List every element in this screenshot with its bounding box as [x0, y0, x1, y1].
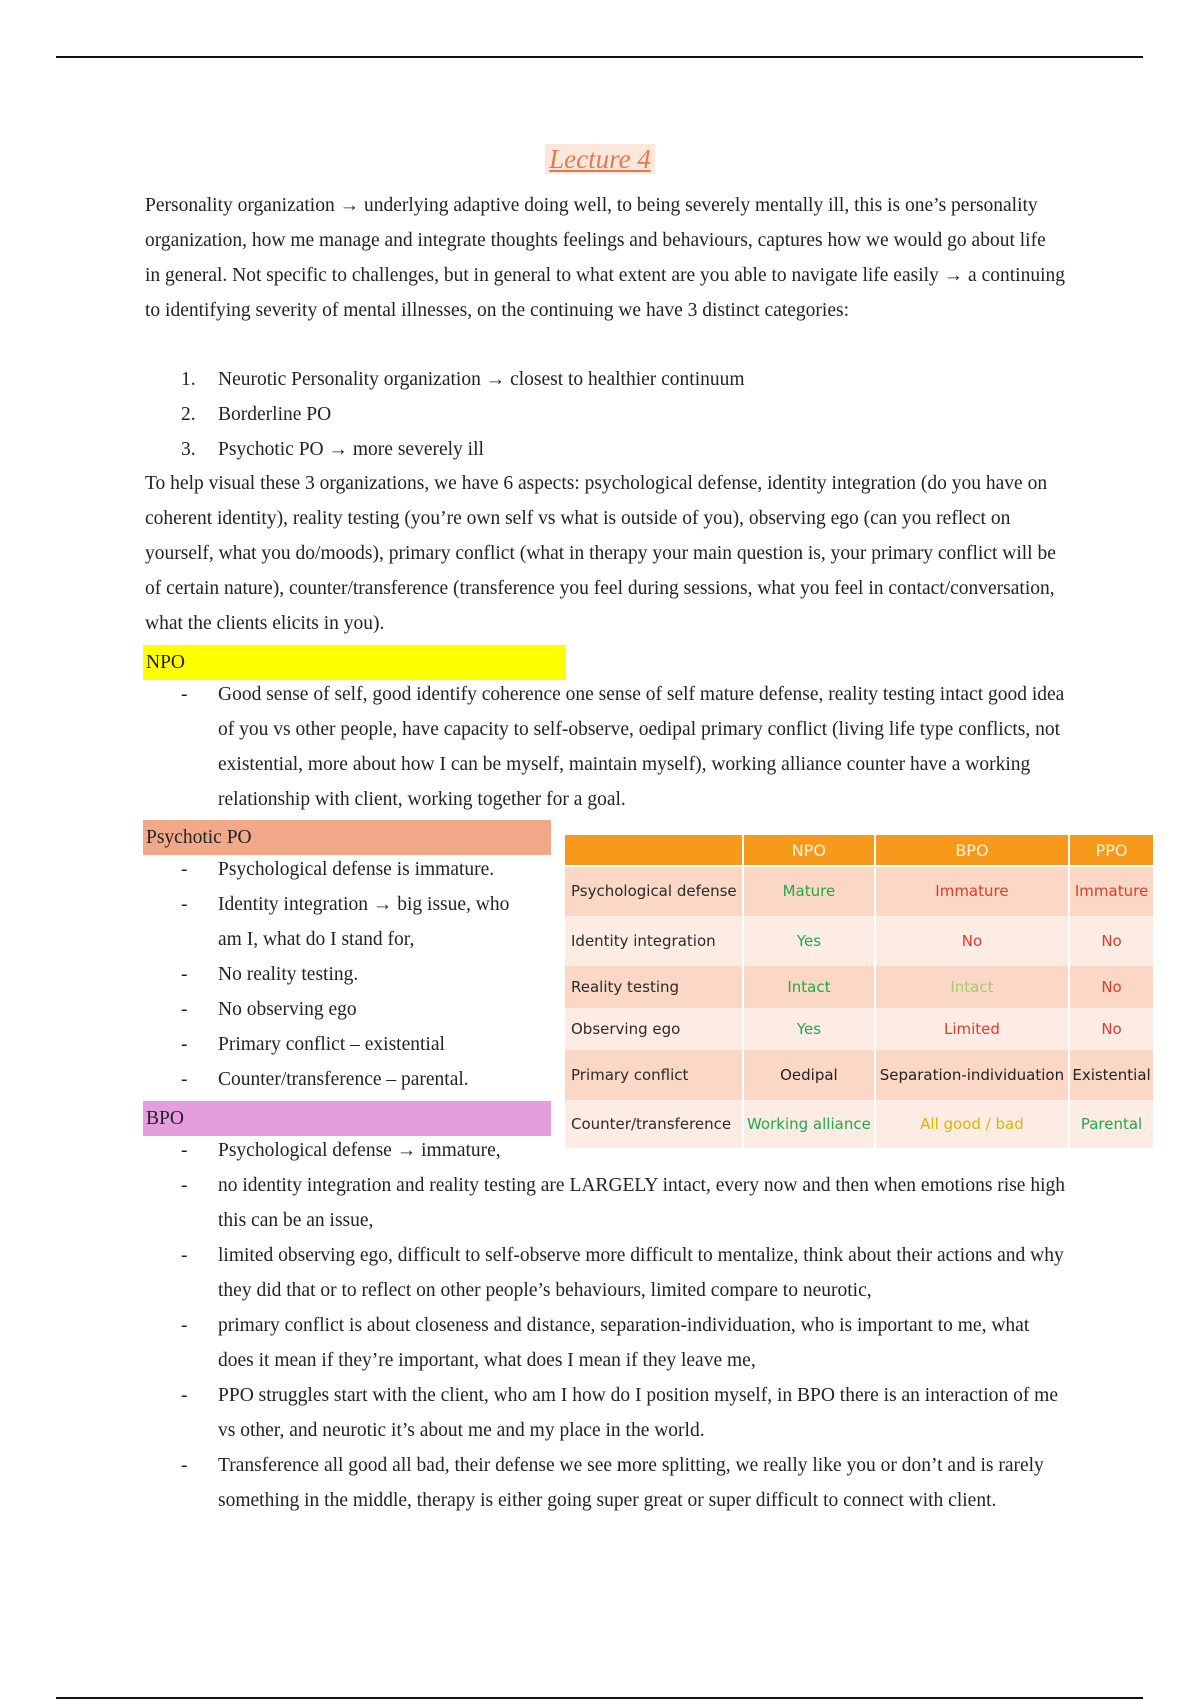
table-cell: Parental — [1070, 1100, 1153, 1148]
table-header-cell: PPO — [1070, 835, 1153, 867]
table-cell: Limited — [876, 1008, 1068, 1050]
list-item: - Psychological defense is immature. — [145, 852, 515, 887]
table-cell: No — [1070, 966, 1153, 1008]
table-row — [565, 1008, 1153, 1050]
psychotic-heading: Psychotic PO — [143, 820, 551, 855]
table-cell: Immature — [1070, 867, 1153, 916]
table-cell: Intact — [876, 966, 1068, 1008]
npo-heading: NPO — [143, 645, 566, 680]
list-item: - primary conflict is about closeness and distance, separation-individuation, who is important to me, what does it mean if they’re important, what does I mean if they leave me, — [145, 1308, 1065, 1378]
table-cell: Yes — [744, 1008, 874, 1050]
row-label: Psychological defense — [565, 867, 742, 916]
bpo-list — [145, 1133, 1065, 1518]
list-item: - PPO struggles start with the client, who am I how do I position myself, in BPO there is an interaction of me vs other, and neurotic it’s about me and my place in the world. — [145, 1378, 1065, 1448]
list-item: 1. Neurotic Personality organization → closest to healthier continuum — [181, 369, 745, 390]
table-row — [565, 867, 1153, 916]
row-label: Reality testing — [565, 966, 742, 1008]
list-item: - Psychological defense → immature, — [145, 1133, 1065, 1168]
row-label: Counter/transference — [565, 1100, 742, 1148]
list-item: 2. Borderline PO — [181, 404, 332, 425]
row-label: Identity integration — [565, 916, 742, 966]
table-header-cell: NPO — [744, 835, 874, 867]
table-cell: No — [1070, 1008, 1153, 1050]
list-item: - limited observing ego, difficult to self-observe more difficult to mentalize, think about their actions and why they did that or to reflect on other people’s behaviours, limited compare to neurotic, — [145, 1238, 1065, 1308]
table-cell: No — [1070, 916, 1153, 966]
npo-list — [145, 677, 1065, 817]
table-cell: Oedipal — [744, 1050, 874, 1100]
row-label: Observing ego — [565, 1008, 742, 1050]
list-item: - Counter/transference – parental. — [145, 1062, 515, 1097]
table-row — [565, 966, 1153, 1008]
bpo-heading: BPO — [143, 1101, 551, 1136]
aspects-paragraph: To help visual these 3 organizations, we have 6 aspects: psychological defense, identity integration (do you have on coherent identity), reality testing (you’re own self vs what is outside of you), observing ego (can you reflect on yourself, what you do/moods), primary conflict (what in therapy your main question is, your primary conflict will be of certain nature), counter/transference (transference you feel during sessions, what you feel in contact/conversation, what the clients elicits in you). — [145, 473, 1056, 634]
table-row — [565, 916, 1153, 966]
table-cell: Mature — [744, 867, 874, 916]
categories-list — [145, 362, 745, 467]
table-header-row — [565, 835, 1153, 867]
bottom-rule — [56, 1697, 1143, 1699]
list-item: - Primary conflict – existential — [145, 1027, 515, 1062]
psychotic-list — [145, 852, 515, 1097]
table-row — [565, 1050, 1153, 1100]
table-cell: Immature — [876, 867, 1068, 916]
table-cell: Separation-individuation — [876, 1050, 1068, 1100]
list-item: 3. Psychotic PO → more severely ill — [181, 439, 484, 460]
table-cell: Yes — [744, 916, 874, 966]
table-cell: All good / bad — [876, 1100, 1068, 1148]
list-item: - No observing ego — [145, 992, 515, 1027]
table-cell: Working alliance — [744, 1100, 874, 1148]
organization-table — [563, 835, 1155, 1148]
list-item: - no identity integration and reality testing are LARGELY intact, every now and then when emotions rise high this can be an issue, — [145, 1168, 1065, 1238]
list-item: - Transference all good all bad, their defense we see more splitting, we really like you or don’t and is rarely something in the middle, therapy is either going super great or super difficult to connect with client. — [145, 1448, 1065, 1518]
page-title: Lecture 4 — [0, 144, 1200, 175]
table-cell: Intact — [744, 966, 874, 1008]
table-cell: No — [876, 916, 1068, 966]
top-rule — [56, 56, 1143, 58]
list-item: - Identity integration → big issue, who am I, what do I stand for, — [145, 887, 515, 957]
list-item: - No reality testing. — [145, 957, 515, 992]
intro-paragraph: Personality organization → underlying adaptive doing well, to being severely mentally ill, this is one’s personality organization, how me manage and integrate thoughts feelings and behaviours, captures how we would go about life in general. Not specific to challenges, but in general to what extent are you able to navigate life easily → a continuing to identifying severity of mental illnesses, on the continuing we have 3 distinct categories: — [145, 195, 1065, 321]
table-header-cell — [565, 835, 742, 867]
table-header-cell: BPO — [876, 835, 1068, 867]
table-cell: Existential — [1070, 1050, 1153, 1100]
row-label: Primary conflict — [565, 1050, 742, 1100]
list-item: - Good sense of self, good identify coherence one sense of self mature defense, reality testing intact good idea of you vs other people, have capacity to self-observe, oedipal primary conflict (living life type conflicts, not existential, more about how I can be myself, maintain myself), working alliance counter have a working relationship with client, working together for a goal. — [145, 677, 1065, 817]
